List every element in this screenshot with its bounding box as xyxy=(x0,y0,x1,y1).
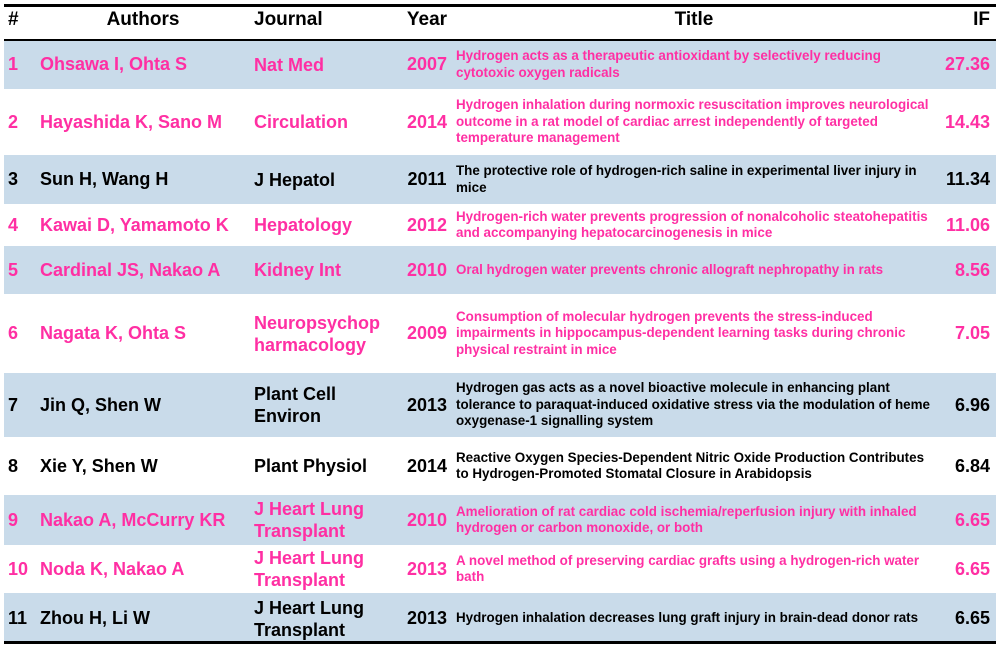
row-impact-factor: 6.96 xyxy=(954,394,990,415)
row-journal: J Heart Lung Transplant xyxy=(254,548,365,590)
publication-table xyxy=(4,0,996,644)
header-authors: Authors xyxy=(106,9,180,30)
row-year: 2013 xyxy=(406,394,448,415)
row-authors: Zhou H, Li W xyxy=(40,608,150,628)
row-year: 2012 xyxy=(406,214,448,235)
table-row xyxy=(4,40,996,89)
table-row xyxy=(4,155,996,204)
row-authors: Kawai D, Yamamoto K xyxy=(40,214,229,235)
table-row xyxy=(4,437,996,495)
row-authors: Ohsawa I, Ohta S xyxy=(40,54,188,74)
row-year: 2013 xyxy=(406,608,448,628)
row-num: 9 xyxy=(8,509,19,530)
row-title: The protective role of hydrogen-rich saline in experimental liver injury in mice xyxy=(456,163,917,195)
row-impact-factor: 6.65 xyxy=(954,608,990,628)
row-year: 2013 xyxy=(406,558,448,579)
row-num: 8 xyxy=(8,455,19,476)
row-impact-factor: 7.05 xyxy=(954,323,990,343)
row-impact-factor: 27.36 xyxy=(944,54,990,74)
header-num: # xyxy=(8,9,19,30)
row-authors: Hayashida K, Sano M xyxy=(40,111,223,132)
row-num: 6 xyxy=(8,323,19,343)
row-journal: Plant Physiol xyxy=(254,456,368,476)
top-rule xyxy=(4,4,996,7)
row-journal: Kidney Int xyxy=(254,260,342,280)
row-year: 2010 xyxy=(406,259,448,280)
row-title: Reactive Oxygen Species-Dependent Nitric Oxide Production Contributes to Hydrogen-Promoted Stomatal Closure in Arabidopsis xyxy=(456,449,925,481)
row-num: 11 xyxy=(8,608,28,628)
table-row xyxy=(4,294,996,373)
bottom-rule xyxy=(4,641,996,644)
row-journal: Hepatology xyxy=(254,215,353,235)
table-row xyxy=(4,545,996,593)
row-impact-factor: 6.65 xyxy=(954,558,990,579)
table-row xyxy=(4,246,996,294)
row-journal: Nat Med xyxy=(254,54,325,75)
row-authors: Sun H, Wang H xyxy=(40,169,169,189)
row-authors: Nagata K, Ohta S xyxy=(40,323,187,343)
row-year: 2011 xyxy=(407,169,447,189)
table-row xyxy=(4,593,996,644)
row-num: 3 xyxy=(8,169,19,189)
row-title: Consumption of molecular hydrogen prevents the stress-induced impairments in hippocampus-dependent learning tasks during chronic physical restraint in mice xyxy=(456,308,906,357)
table-row xyxy=(4,495,996,545)
row-journal: Plant Cell Environ xyxy=(254,384,337,426)
row-authors: Noda K, Nakao A xyxy=(40,558,185,579)
row-impact-factor: 8.56 xyxy=(954,259,990,280)
row-title: Hydrogen acts as a therapeutic antioxidant by selectively reducing cytotoxic oxygen radicals xyxy=(456,48,881,80)
table-row xyxy=(4,373,996,437)
row-authors: Nakao A, McCurry KR xyxy=(40,509,226,530)
header-journal: Journal xyxy=(254,9,323,30)
row-journal: J Heart Lung Transplant xyxy=(254,597,365,640)
row-title: Hydrogen gas acts as a novel bioactive molecule in enhancing plant tolerance to paraquat-induced oxidative stress via the modulation of heme oxygenase-1 signalling system xyxy=(456,380,930,429)
table-row xyxy=(4,89,996,155)
row-impact-factor: 6.65 xyxy=(954,509,990,530)
row-year: 2014 xyxy=(406,111,448,132)
row-num: 2 xyxy=(8,111,19,132)
row-num: 5 xyxy=(8,259,19,280)
header-title: Title xyxy=(674,9,714,30)
row-title: Amelioration of rat cardiac cold ischemia/reperfusion injury with inhaled hydrogen or carbon monoxide, or both xyxy=(456,503,917,535)
row-num: 10 xyxy=(8,558,29,579)
row-num: 7 xyxy=(8,394,19,415)
row-impact-factor: 11.34 xyxy=(945,169,990,189)
header-year: Year xyxy=(406,9,448,30)
row-title: Hydrogen inhalation decreases lung graft injury in brain-dead donor rats xyxy=(456,610,919,626)
row-year: 2007 xyxy=(406,54,448,74)
row-authors: Cardinal JS, Nakao A xyxy=(40,259,221,280)
row-num: 4 xyxy=(8,214,19,235)
row-num: 1 xyxy=(8,54,19,74)
row-year: 2010 xyxy=(406,509,448,530)
row-title: Oral hydrogen water prevents chronic allograft nephropathy in rats xyxy=(456,261,884,277)
table-row xyxy=(4,204,996,246)
row-year: 2009 xyxy=(406,323,448,343)
row-impact-factor: 14.43 xyxy=(944,111,990,132)
row-year: 2014 xyxy=(406,455,448,476)
header-rule xyxy=(4,39,996,41)
row-title: Hydrogen-rich water prevents progression of nonalcoholic steatohepatitis and accompanying hepatocarcinogenesis in mice xyxy=(456,208,928,240)
header-if: IF xyxy=(973,9,990,30)
row-journal: J Hepatol xyxy=(254,169,336,190)
row-impact-factor: 6.84 xyxy=(954,455,990,476)
row-title: A novel method of preserving cardiac grafts using a hydrogen-rich water bath xyxy=(456,552,920,584)
row-authors: Xie Y, Shen W xyxy=(40,455,158,476)
row-impact-factor: 11.06 xyxy=(945,214,990,235)
row-title: Hydrogen inhalation during normoxic resuscitation improves neurological outcome in a rat model of cardiac arrest independently of targeted temperature management xyxy=(456,97,929,146)
row-authors: Jin Q, Shen W xyxy=(40,394,162,415)
row-journal: Circulation xyxy=(254,112,349,132)
row-journal: Neuropsychop harmacology xyxy=(254,312,381,355)
row-journal: J Heart Lung Transplant xyxy=(254,499,365,541)
